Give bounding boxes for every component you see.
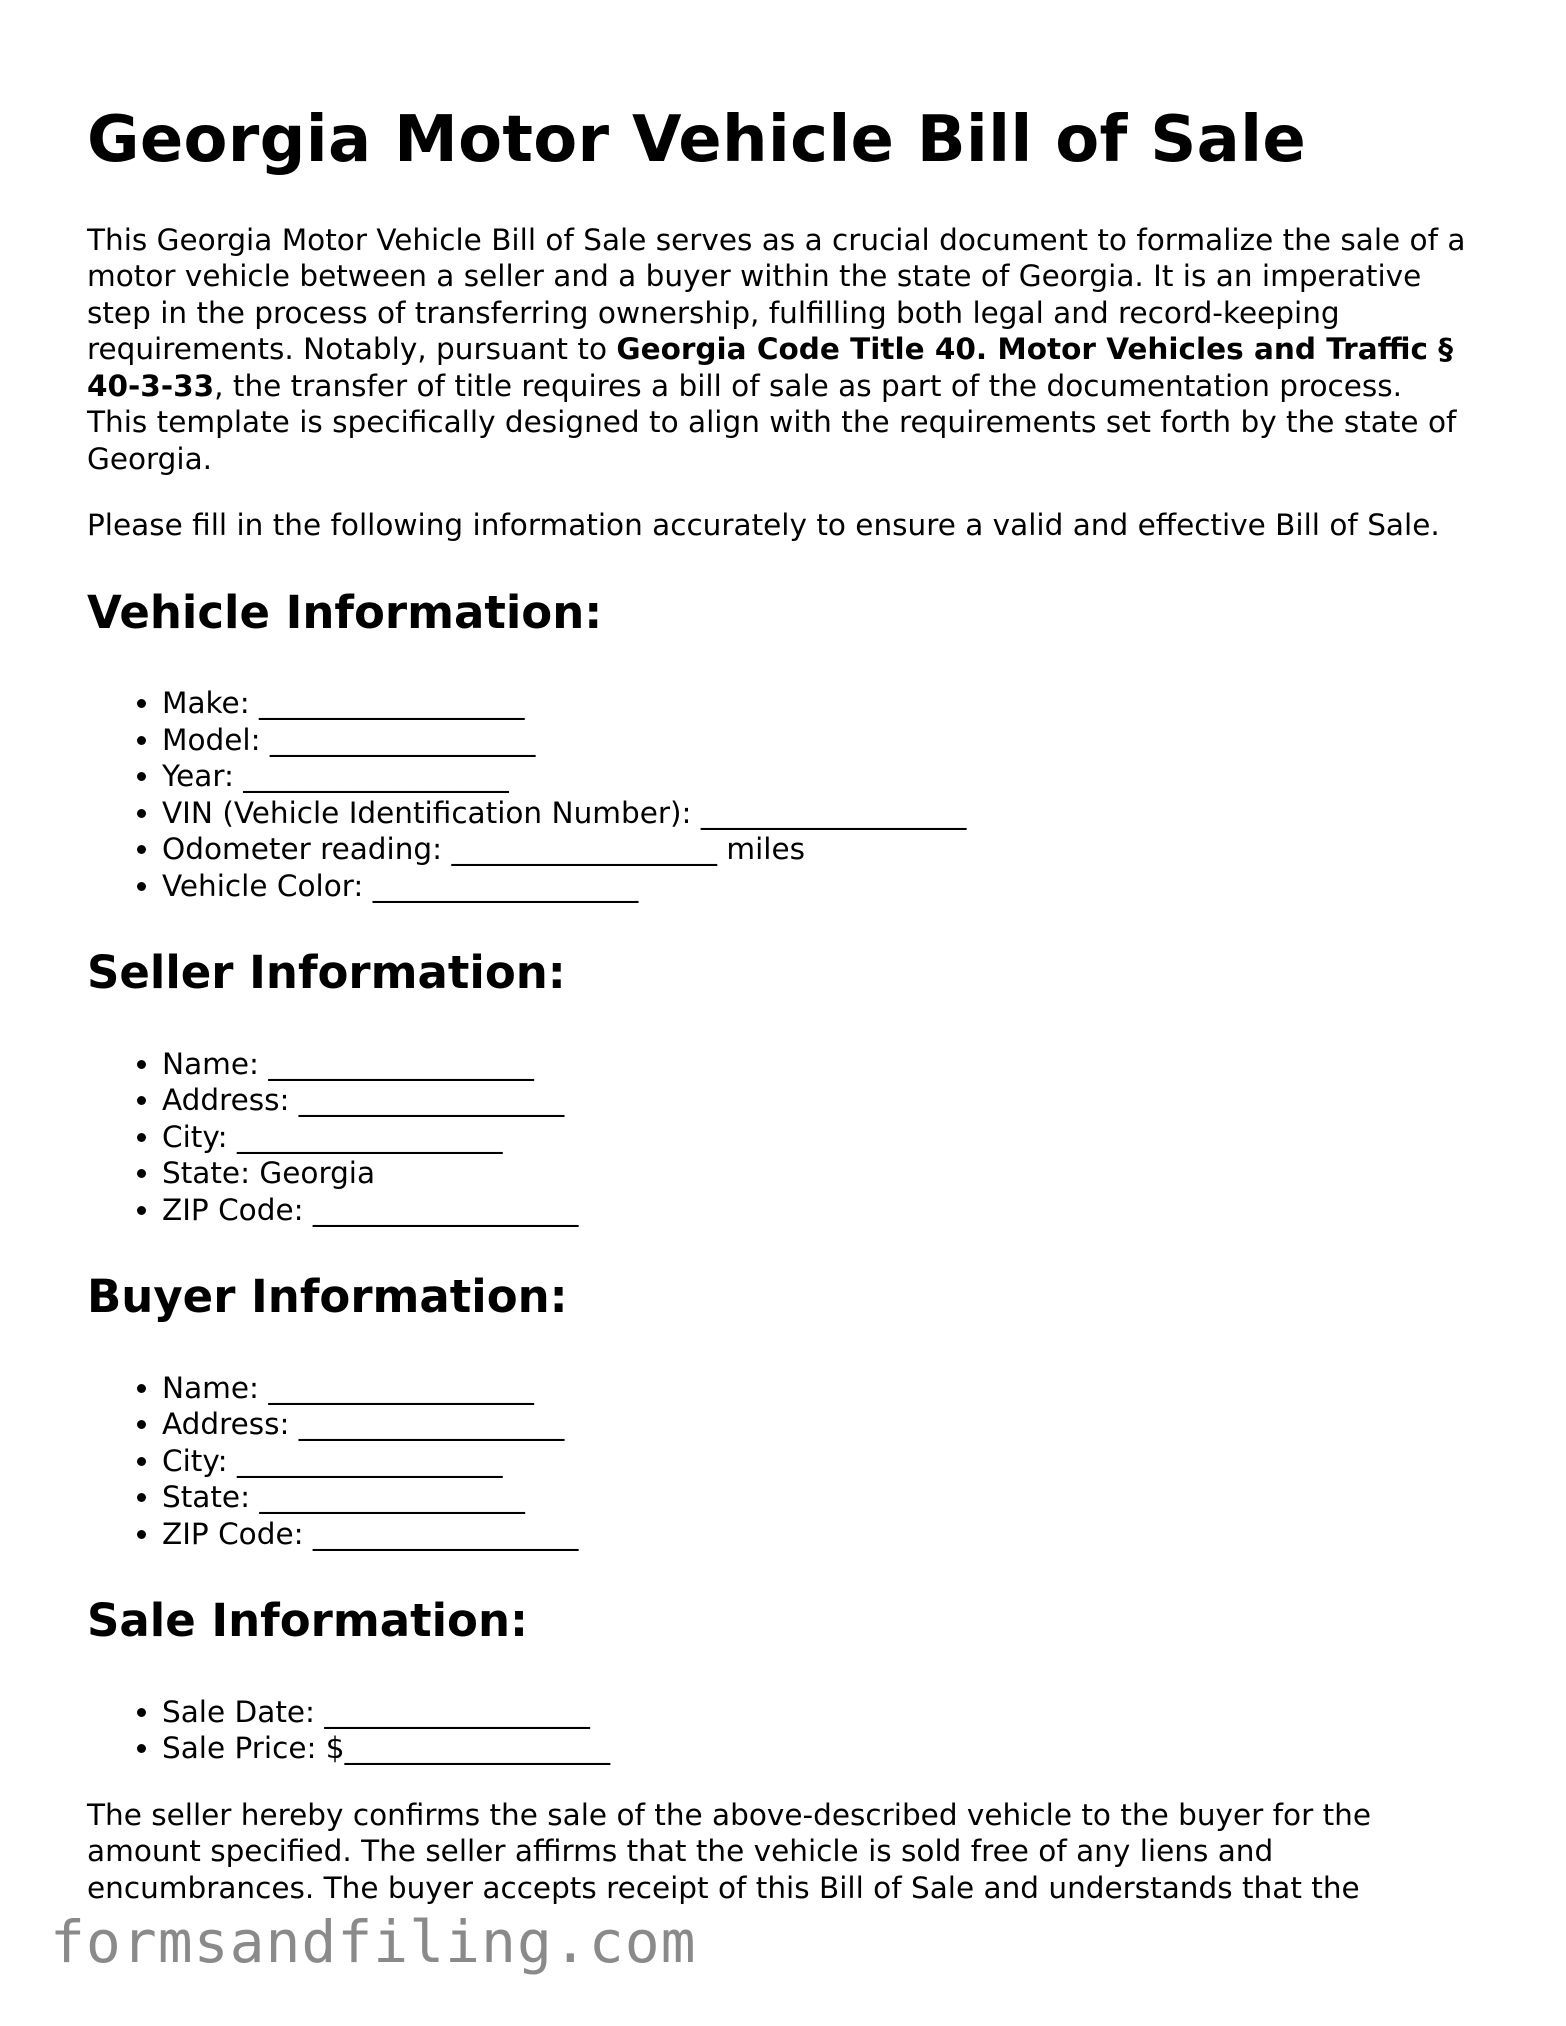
intro-text-1: This Georgia Motor Vehicle Bill of Sale serves as a crucial document to formalize the sale of a motor vehicle between a seller and a buyer within the state of Georgia. It is an imperative step in the process of transferring ownership, fulfilling both legal and record-keeping requirements. Notably, pursuant to <box>87 222 1466 367</box>
sale-price-field: • Sale Price: $__________________ <box>162 1730 1467 1767</box>
vehicle-color-field: • Vehicle Color: __________________ <box>162 868 1467 905</box>
sale-date-field: • Sale Date: __________________ <box>162 1694 1467 1731</box>
vehicle-model-field: • Model: __________________ <box>162 722 1467 759</box>
seller-zip-field: • ZIP Code: __________________ <box>162 1192 1467 1229</box>
intro-legal-citation: Georgia Code Title 40. Motor Vehicles and Traffic § 40-3-33 <box>87 332 1454 403</box>
closing-paragraph: The seller hereby confirms the sale of the above-described vehicle to the buyer for the amount specified. The seller affirms that the vehicle is sold free of any liens and encumbrances. The buyer accepts receipt of this Bill of Sale and understands that the <box>87 1797 1372 1905</box>
buyer-name-field: • Name: __________________ <box>162 1370 1467 1407</box>
buyer-heading: Buyer Information: <box>87 1270 568 1324</box>
page-title: Georgia Motor Vehicle Bill of Sale <box>87 103 1307 177</box>
watermark: formsandfiling.com <box>50 1908 697 1976</box>
vehicle-list <box>87 685 1467 904</box>
instruction-paragraph: Please fill in the following information accurately to ensure a valid and effective Bill of Sale. <box>87 508 1440 543</box>
seller-heading: Seller Information: <box>87 946 566 1000</box>
buyer-city-field: • City: __________________ <box>162 1443 1467 1480</box>
buyer-list <box>87 1370 1467 1553</box>
seller-address-field: • Address: __________________ <box>162 1082 1467 1119</box>
document-page <box>87 104 1467 1936</box>
seller-name-field: • Name: __________________ <box>162 1046 1467 1083</box>
vehicle-make-field: • Make: __________________ <box>162 685 1467 722</box>
seller-city-field: • City: __________________ <box>162 1119 1467 1156</box>
vehicle-year-field: • Year: __________________ <box>162 758 1467 795</box>
buyer-zip-field: • ZIP Code: __________________ <box>162 1516 1467 1553</box>
buyer-state-field: • State: __________________ <box>162 1479 1467 1516</box>
seller-list <box>87 1046 1467 1229</box>
sale-list <box>87 1694 1467 1767</box>
vehicle-heading: Vehicle Information: <box>87 585 603 639</box>
intro-text-2: , the transfer of title requires a bill of sale as part of the documentation process. This template is specifically designed to align with the requirements set forth by the state of Georgia. <box>87 368 1457 476</box>
seller-state-field: • State: Georgia <box>162 1155 1467 1192</box>
buyer-address-field: • Address: __________________ <box>162 1406 1467 1443</box>
vehicle-odometer-field: • Odometer reading: __________________ miles <box>162 831 1467 868</box>
sale-heading: Sale Information: <box>87 1594 528 1648</box>
intro-paragraph <box>87 222 1467 478</box>
vehicle-vin-field: • VIN (Vehicle Identification Number): __________________ <box>162 795 1467 832</box>
